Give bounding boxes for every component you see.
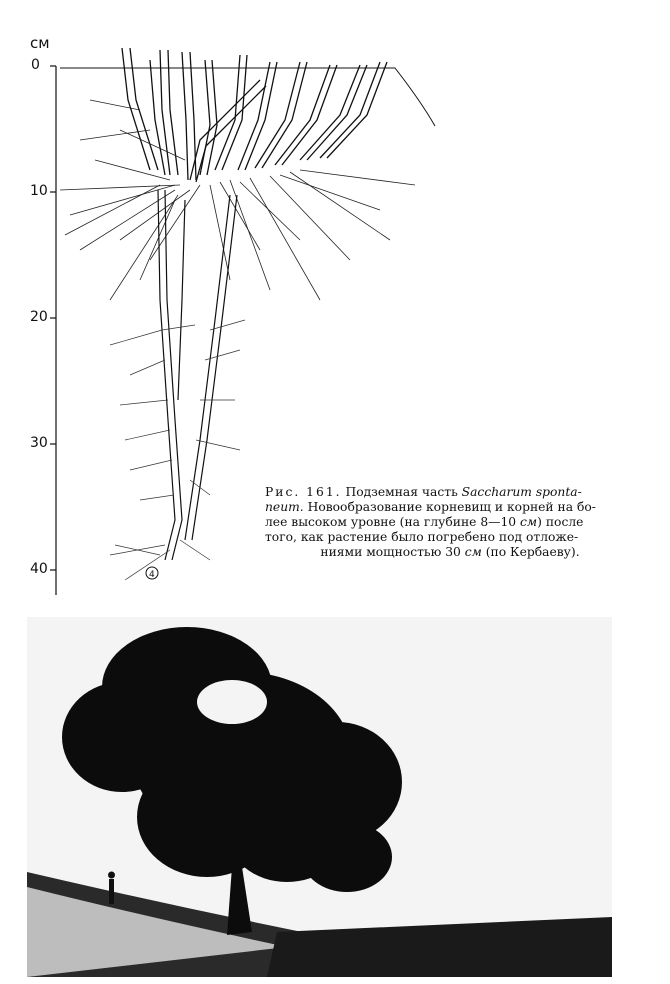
- person-figure: [109, 879, 114, 904]
- depth-tick-10: 10: [30, 183, 48, 199]
- depth-tick-30: 30: [30, 435, 48, 451]
- caption-line1: Новообразование корневищ и корней на бо-: [303, 500, 596, 514]
- depth-axis-unit: см: [30, 34, 50, 52]
- caption-line3: того, как растение было погребено под отложе-: [265, 530, 579, 544]
- caption-line2: лее высоком уровне (на глубине 8—10: [265, 515, 521, 529]
- figure-caption: [265, 485, 635, 560]
- caption-line2-end: ) после: [537, 515, 584, 529]
- caption-unit-cm-2: см: [464, 545, 482, 559]
- tree-photo: [27, 617, 612, 977]
- depth-tick-20: 20: [30, 309, 48, 325]
- caption-line4: ниями мощностью 30: [320, 545, 465, 559]
- caption-unit-cm: см: [520, 515, 538, 529]
- caption-line4-end: (по Кербаеву).: [481, 545, 580, 559]
- caption-line4-wrap: [265, 545, 635, 560]
- caption-species: Saccharum sponta-: [461, 485, 582, 499]
- caption-species-cont: neum.: [265, 500, 304, 514]
- depth-tick-0: 0: [31, 57, 40, 73]
- figure-label: Рис. 161.: [265, 485, 342, 499]
- caption-title: Подземная часть: [341, 485, 462, 499]
- deep-roots: [158, 190, 237, 560]
- depth-tick-40: 40: [30, 561, 48, 577]
- root-mark-label: 4: [149, 570, 155, 580]
